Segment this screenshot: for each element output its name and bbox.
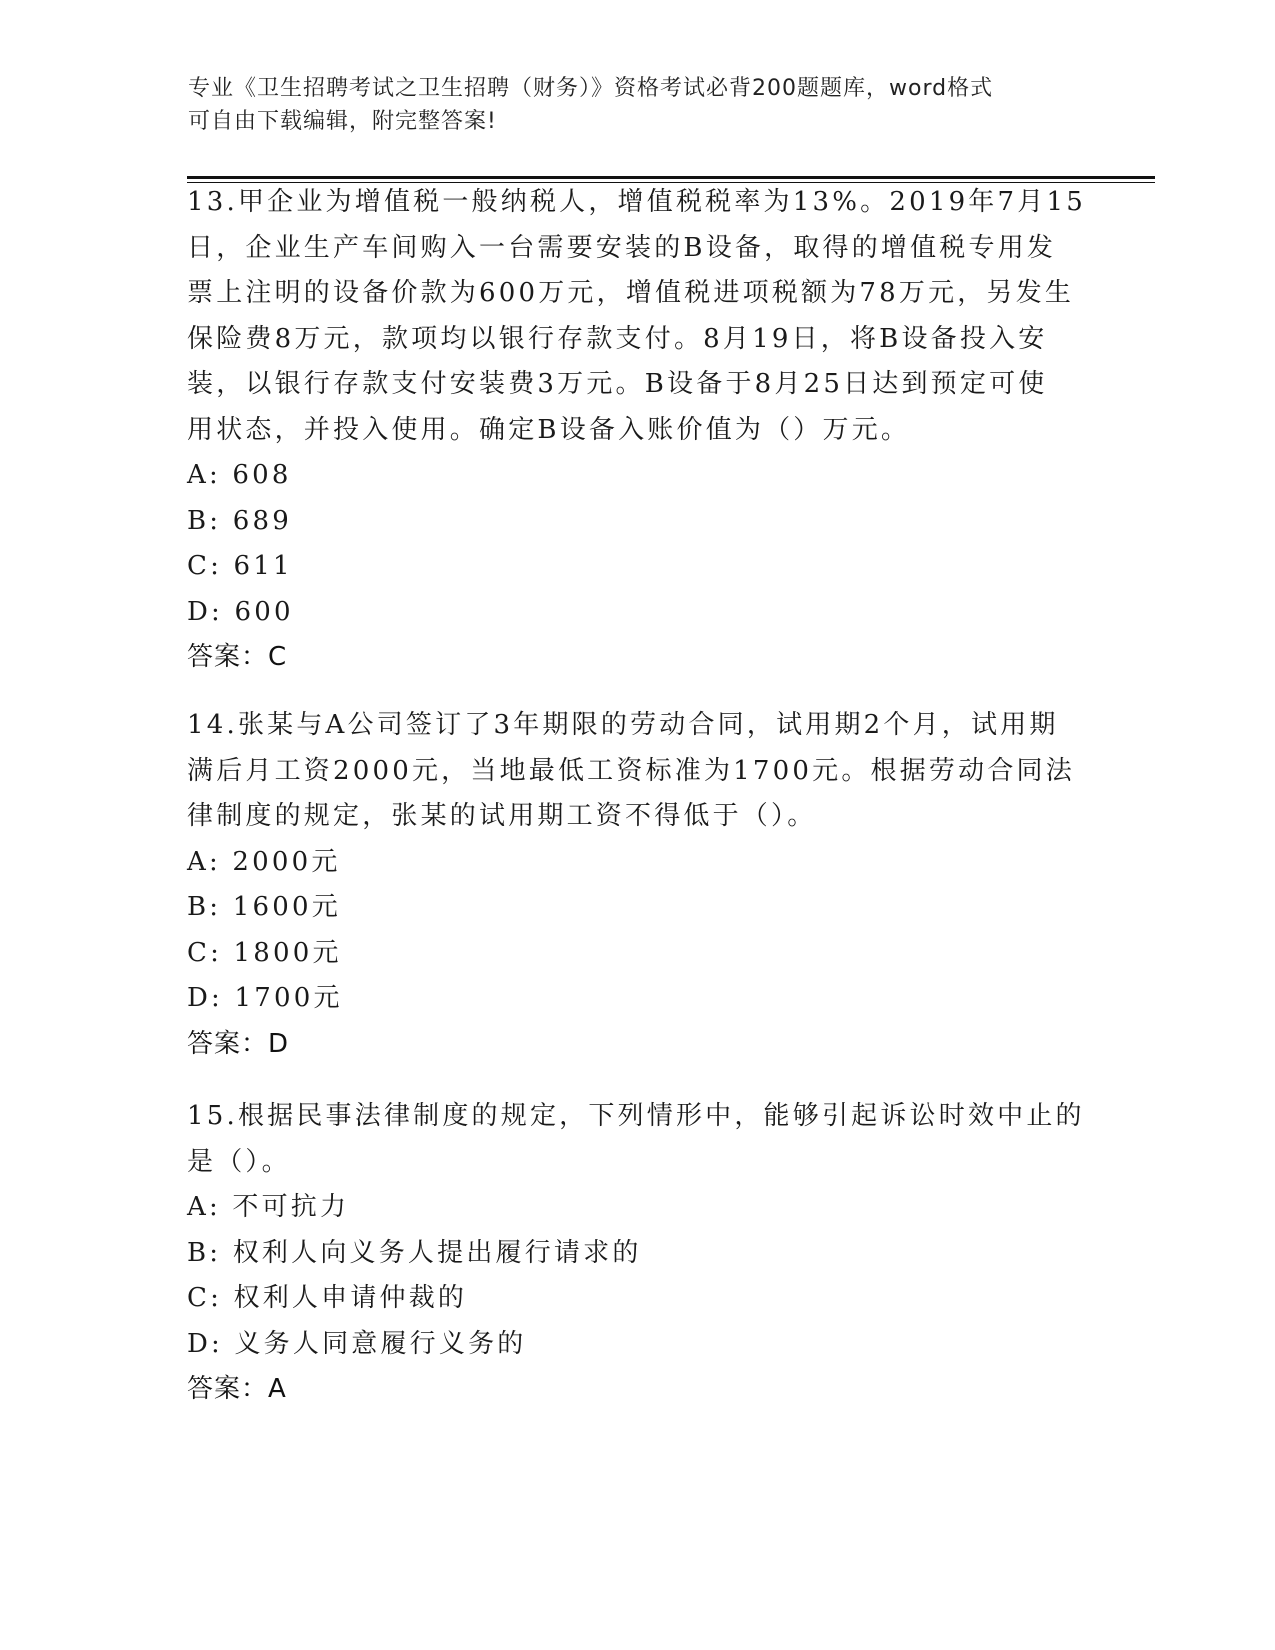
stem-line: 14.张某与A公司签订了3年期限的劳动合同，试用期2个月，试用期 — [187, 710, 1059, 740]
answer-line: 答案：A — [187, 1374, 287, 1404]
stem-line: 13.甲企业为增值税一般纳税人，增值税税率为13%。2019年7月15 — [187, 187, 1086, 217]
option-d: D: 1700元 — [187, 983, 343, 1013]
option-b: B: 权利人向义务人提出履行请求的 — [187, 1237, 642, 1268]
option-c: C: 611 — [187, 551, 293, 581]
stem-line: 律制度的规定，张某的试用期工资不得低于（）。 — [187, 801, 817, 831]
stem-line: 保险费8万元，款项均以银行存款支付。8月19日，将B设备投入安 — [187, 323, 1048, 354]
stem-line: 满后月工资2000元，当地最低工资标准为1700元。根据劳动合同法 — [187, 755, 1075, 786]
answer-line: 答案：C — [187, 642, 288, 672]
stem-line: 用状态，并投入使用。确定B设备入账价值为（）万元。 — [187, 414, 911, 445]
option-c: C: 1800元 — [187, 937, 342, 968]
document-header — [188, 72, 1068, 138]
question-stem — [187, 180, 1087, 453]
option-a: A: 608 — [187, 460, 292, 490]
question-14 — [187, 703, 1087, 1067]
answer-line: 答案：D — [187, 1028, 290, 1059]
stem-line: 装，以银行存款支付安装费3万元。B设备于8月25日达到预定可使 — [187, 369, 1048, 399]
stem-line: 日，企业生产车间购入一台需要安装的B设备，取得的增值税专用发 — [187, 232, 1057, 263]
question-stem — [187, 1094, 1087, 1185]
stem-line: 15.根据民事法律制度的规定，下列情形中，能够引起诉讼时效中止的 — [187, 1101, 1085, 1131]
header-divider-thick — [187, 176, 1155, 179]
option-a: A: 2000元 — [187, 846, 341, 877]
header-line-2: 可自由下载编辑，附完整答案! — [188, 109, 497, 134]
option-d: D: 义务人同意履行义务的 — [187, 1328, 527, 1359]
question-15 — [187, 1094, 1087, 1413]
stem-line: 票上注明的设备价款为600万元，增值税进项税额为78万元，另发生 — [187, 278, 1075, 308]
option-d: D: 600 — [187, 596, 294, 627]
header-line-1: 专业《卫生招聘考试之卫生招聘（财务）》资格考试必背200题题库，word格式 — [188, 76, 994, 101]
stem-line: 是（）。 — [187, 1146, 291, 1177]
option-c: C: 权利人申请仲裁的 — [187, 1283, 468, 1313]
question-stem — [187, 703, 1087, 840]
option-b: B: 1600元 — [187, 892, 341, 922]
option-b: B: 689 — [187, 505, 292, 536]
question-13 — [187, 180, 1087, 681]
option-a: A: 不可抗力 — [187, 1192, 350, 1222]
